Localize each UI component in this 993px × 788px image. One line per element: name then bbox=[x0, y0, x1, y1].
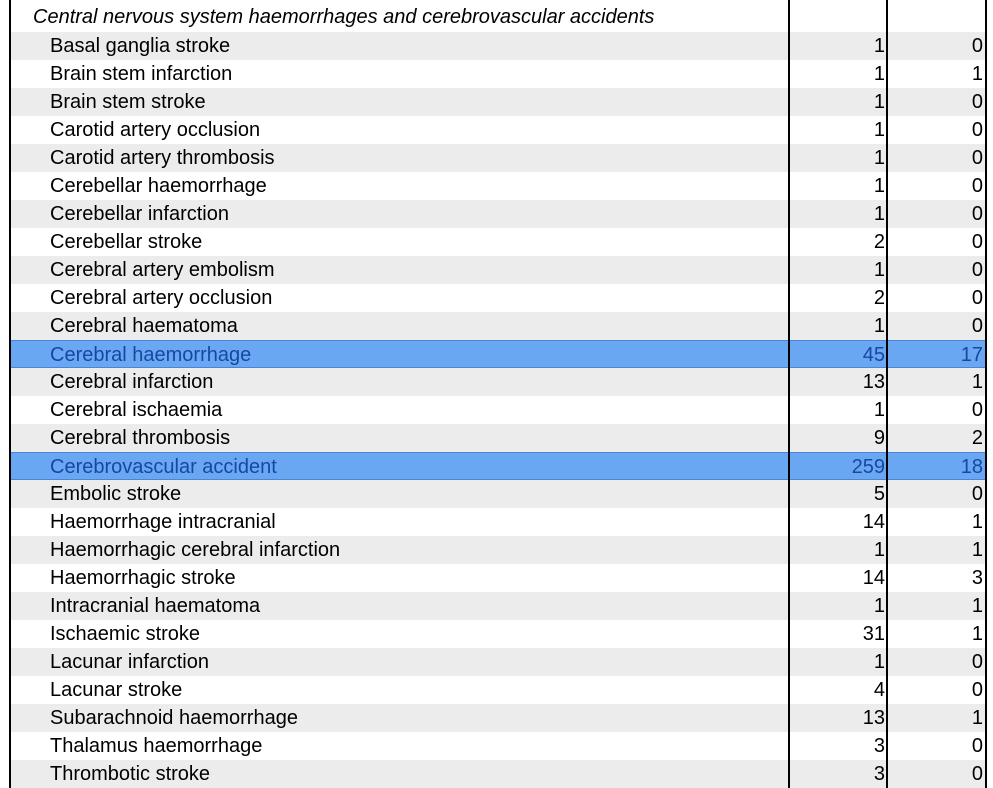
table-row[interactable] bbox=[9, 228, 987, 256]
term-cell: Cerebral infarction bbox=[50, 371, 214, 393]
term-cell: Cerebellar stroke bbox=[50, 231, 203, 253]
count-cell-1: 259 bbox=[851, 456, 885, 478]
table-row[interactable] bbox=[9, 424, 987, 452]
count-cell-2: 0 bbox=[971, 763, 983, 785]
term-cell: Thalamus haemorrhage bbox=[50, 735, 263, 757]
term-cell: Cerebral haematoma bbox=[50, 315, 238, 337]
table-row-highlighted[interactable] bbox=[9, 340, 987, 368]
count-cell-1: 1 bbox=[873, 595, 885, 617]
right-border bbox=[985, 0, 987, 788]
term-cell: Embolic stroke bbox=[50, 483, 182, 505]
count-cell-1: 14 bbox=[862, 511, 885, 533]
table-row-highlighted[interactable] bbox=[9, 452, 987, 480]
count-cell-2: 0 bbox=[971, 259, 983, 281]
term-cell: Cerebrovascular accident bbox=[50, 456, 277, 478]
left-border bbox=[9, 0, 11, 788]
table-row[interactable] bbox=[9, 676, 987, 704]
table-row[interactable] bbox=[9, 564, 987, 592]
count-cell-2: 1 bbox=[971, 371, 983, 393]
table-row[interactable] bbox=[9, 256, 987, 284]
table-row[interactable] bbox=[9, 88, 987, 116]
count-cell-2: 3 bbox=[971, 567, 983, 589]
count-cell-2: 0 bbox=[971, 35, 983, 57]
count-cell-2: 0 bbox=[971, 175, 983, 197]
table-row[interactable] bbox=[9, 760, 987, 788]
count-cell-2: 0 bbox=[971, 91, 983, 113]
count-cell-1: 1 bbox=[873, 119, 885, 141]
count-cell-1: 1 bbox=[873, 147, 885, 169]
count-cell-2: 0 bbox=[971, 483, 983, 505]
column-divider-1 bbox=[788, 0, 790, 788]
count-cell-2: 0 bbox=[971, 203, 983, 225]
count-cell-2: 0 bbox=[971, 147, 983, 169]
count-cell-1: 1 bbox=[873, 203, 885, 225]
term-cell: Brain stem infarction bbox=[50, 63, 233, 85]
count-cell-1: 1 bbox=[873, 35, 885, 57]
count-cell-2: 1 bbox=[971, 539, 983, 561]
count-cell-1: 31 bbox=[862, 623, 885, 645]
count-cell-1: 5 bbox=[873, 483, 885, 505]
table-row[interactable] bbox=[9, 592, 987, 620]
count-cell-1: 1 bbox=[873, 91, 885, 113]
count-cell-1: 2 bbox=[873, 287, 885, 309]
term-cell: Cerebral ischaemia bbox=[50, 399, 223, 421]
count-cell-2: 1 bbox=[971, 63, 983, 85]
count-cell-1: 1 bbox=[873, 539, 885, 561]
count-cell-2: 0 bbox=[971, 287, 983, 309]
table-row[interactable] bbox=[9, 536, 987, 564]
term-cell: Cerebellar haemorrhage bbox=[50, 175, 267, 197]
term-cell: Ischaemic stroke bbox=[50, 623, 201, 645]
table-row[interactable] bbox=[9, 732, 987, 760]
table-row[interactable] bbox=[9, 144, 987, 172]
count-cell-1: 1 bbox=[873, 651, 885, 673]
count-cell-1: 1 bbox=[873, 315, 885, 337]
table-row[interactable] bbox=[9, 172, 987, 200]
table-row[interactable] bbox=[9, 704, 987, 732]
term-cell: Thrombotic stroke bbox=[50, 763, 211, 785]
table-row[interactable] bbox=[9, 648, 987, 676]
table-row[interactable] bbox=[9, 508, 987, 536]
count-cell-2: 0 bbox=[971, 679, 983, 701]
term-cell: Cerebral artery embolism bbox=[50, 259, 275, 281]
term-cell: Cerebral haemorrhage bbox=[50, 344, 252, 366]
count-cell-2: 1 bbox=[971, 623, 983, 645]
table-row[interactable] bbox=[9, 312, 987, 340]
term-cell: Cerebral artery occlusion bbox=[50, 287, 273, 309]
column-divider-2 bbox=[886, 0, 888, 788]
term-cell: Haemorrhage intracranial bbox=[50, 511, 276, 533]
count-cell-2: 0 bbox=[971, 315, 983, 337]
count-cell-2: 18 bbox=[960, 456, 983, 478]
section-title: Central nervous system haemorrhages and cerebrovascular accidents bbox=[33, 6, 655, 28]
count-cell-1: 13 bbox=[862, 707, 885, 729]
table-row[interactable] bbox=[9, 200, 987, 228]
count-cell-1: 13 bbox=[862, 371, 885, 393]
table-row[interactable] bbox=[9, 396, 987, 424]
term-cell: Lacunar infarction bbox=[50, 651, 209, 673]
table-row[interactable] bbox=[9, 284, 987, 312]
count-cell-1: 1 bbox=[873, 175, 885, 197]
term-cell: Carotid artery occlusion bbox=[50, 119, 261, 141]
count-cell-2: 0 bbox=[971, 651, 983, 673]
count-cell-2: 1 bbox=[971, 511, 983, 533]
term-cell: Carotid artery thrombosis bbox=[50, 147, 275, 169]
table-row[interactable] bbox=[9, 32, 987, 60]
term-cell: Basal ganglia stroke bbox=[50, 35, 231, 57]
count-cell-2: 0 bbox=[971, 231, 983, 253]
table-row[interactable] bbox=[9, 620, 987, 648]
count-cell-2: 0 bbox=[971, 735, 983, 757]
table-row[interactable] bbox=[9, 116, 987, 144]
count-cell-1: 1 bbox=[873, 63, 885, 85]
term-cell: Cerebral thrombosis bbox=[50, 427, 231, 449]
count-cell-1: 45 bbox=[862, 344, 885, 366]
count-cell-2: 1 bbox=[971, 595, 983, 617]
count-cell-1: 14 bbox=[862, 567, 885, 589]
count-cell-1: 9 bbox=[873, 427, 885, 449]
section-header-row bbox=[9, 2, 987, 32]
term-cell: Subarachnoid haemorrhage bbox=[50, 707, 298, 729]
term-cell: Lacunar stroke bbox=[50, 679, 183, 701]
count-cell-1: 1 bbox=[873, 399, 885, 421]
count-cell-2: 2 bbox=[971, 427, 983, 449]
count-cell-1: 3 bbox=[873, 735, 885, 757]
count-cell-1: 3 bbox=[873, 763, 885, 785]
count-cell-2: 1 bbox=[971, 707, 983, 729]
count-cell-1: 4 bbox=[873, 679, 885, 701]
count-cell-2: 0 bbox=[971, 399, 983, 421]
term-cell: Cerebellar infarction bbox=[50, 203, 229, 225]
table-row[interactable] bbox=[9, 480, 987, 508]
term-cell: Intracranial haematoma bbox=[50, 595, 261, 617]
term-cell: Haemorrhagic cerebral infarction bbox=[50, 539, 341, 561]
count-cell-1: 2 bbox=[873, 231, 885, 253]
count-cell-1: 1 bbox=[873, 259, 885, 281]
term-cell: Haemorrhagic stroke bbox=[50, 567, 236, 589]
table-row[interactable] bbox=[9, 60, 987, 88]
count-cell-2: 17 bbox=[960, 344, 983, 366]
table-row[interactable] bbox=[9, 368, 987, 396]
count-cell-2: 0 bbox=[971, 119, 983, 141]
term-cell: Brain stem stroke bbox=[50, 91, 206, 113]
